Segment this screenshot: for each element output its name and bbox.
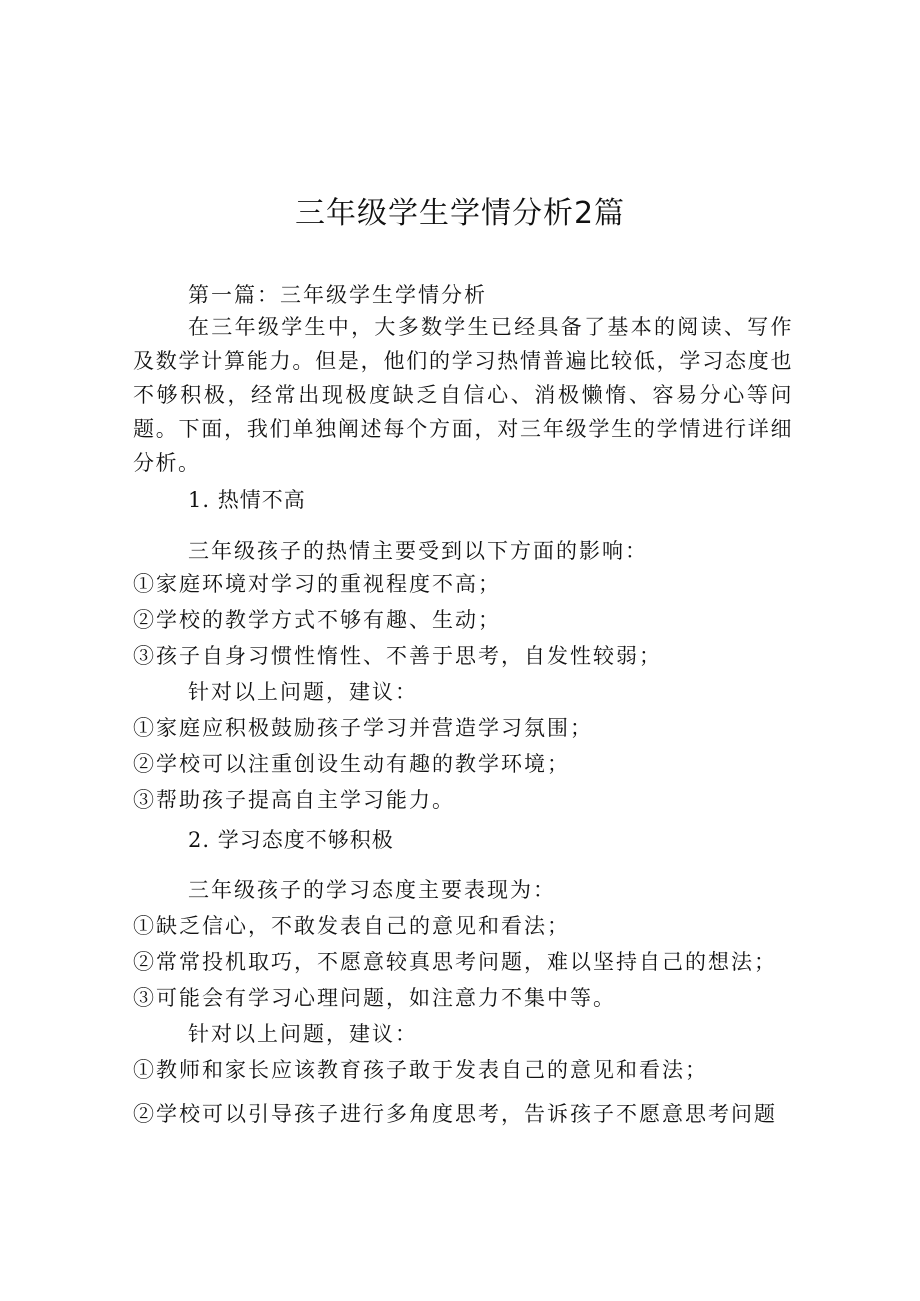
- part1-heading: 第一篇：三年级学生学情分析: [188, 283, 487, 307]
- section1-advice-item: ②学校可以注重创设生动有趣的教学环境；: [133, 752, 570, 776]
- section1-item: ①家庭环境对学习的重视程度不高；: [133, 572, 501, 596]
- section1-item: ③孩子自身习惯性惰性、不善于思考，自发性较弱；: [133, 644, 662, 668]
- section2-item: ③可能会有学习心理问题，如注意力不集中等。: [133, 986, 616, 1010]
- section1-advice-lead: 针对以上问题，建议：: [188, 680, 418, 704]
- section2-advice-item: ①教师和家长应该教育孩子敢于发表自己的意见和看法；: [133, 1058, 708, 1082]
- section2-item: ①缺乏信心，不敢发表自己的意见和看法；: [133, 914, 570, 938]
- section1-heading: 1. 热情不高: [188, 488, 306, 512]
- section2-heading: 2. 学习态度不够积极: [188, 828, 394, 852]
- section1-advice-item: ①家庭应积极鼓励孩子学习并营造学习氛围；: [133, 716, 593, 740]
- section2-advice-item: ②学校可以引导孩子进行多角度思考，告诉孩子不愿意思考问题: [133, 1102, 777, 1126]
- section2-lead: 三年级孩子的学习态度主要表现为：: [188, 878, 556, 902]
- section1-lead: 三年级孩子的热情主要受到以下方面的影响：: [188, 539, 648, 563]
- section2-item: ②常常投机取巧，不愿意较真思考问题，难以坚持自己的想法；: [133, 950, 777, 974]
- intro-paragraph: 在三年级学生中，大多数学生已经具备了基本的阅读、写作及数学计算能力。但是，他们的学习热情普遍比较低，学习态度也不够积极，经常出现极度缺乏自信心、消极懒惰、容易分心等问题。下面，我们单独阐述每个方面，对三年级学生的学情进行详细分析。: [133, 315, 793, 475]
- document-title: 三年级学生学情分析2篇: [294, 196, 626, 231]
- section2-advice-lead: 针对以上问题，建议：: [188, 1022, 418, 1046]
- section1-item: ②学校的教学方式不够有趣、生动；: [133, 608, 501, 632]
- section1-advice-item: ③帮助孩子提高自主学习能力。: [133, 788, 455, 812]
